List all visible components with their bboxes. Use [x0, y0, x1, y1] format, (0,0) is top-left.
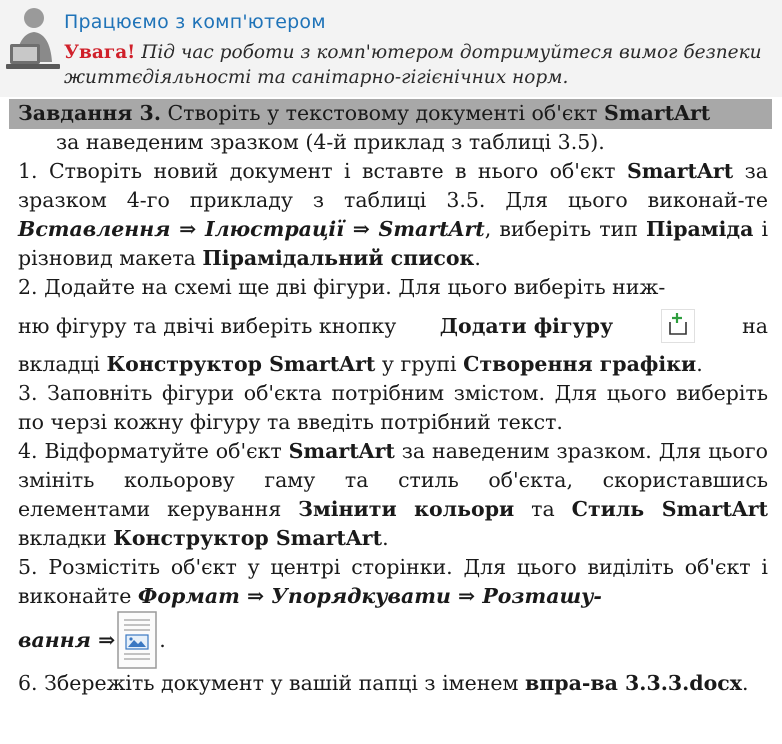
position-icon[interactable]: [117, 611, 157, 669]
warning-heading: Працюємо з комп'ютером: [64, 11, 326, 33]
step-1-text-i: .: [474, 246, 481, 270]
step-5: [18, 553, 768, 611]
step-1: [18, 157, 768, 273]
step-1-text-g: і різновид макета: [18, 217, 768, 270]
step-4-bold-f: Стиль SmartArt: [571, 497, 768, 521]
task-title: Завдання 3.: [18, 101, 161, 125]
step-4-text-i: .: [382, 526, 389, 550]
step-5-text-a: 5. Розмістіть об'єкт у центрі сторінки. Для цього виділіть об'єкт і виконайте: [18, 555, 768, 608]
step-2-add-shape-label: Додати фігуру: [439, 313, 614, 338]
warning-body: Під час роботи з комп'ютером дотримуйтеся вимог безпеки життєдіяльності та санітарно-гігієнічних норм.: [64, 42, 762, 88]
step-2-text-e: вкладці: [18, 352, 100, 376]
step-4-text-a: 4. Відформатуйте об'єкт: [18, 439, 282, 463]
safety-warning-box: [0, 0, 782, 97]
step-6: [18, 669, 768, 698]
step-1-bold-f: Піраміда: [646, 217, 754, 241]
step-4: [18, 437, 768, 553]
step-3: 3. Заповніть фігури об'єкта потрібним змістом. Для цього виберіть по черзі кожну фігуру та введіть потрібний текст.: [18, 381, 768, 434]
task-content: [18, 99, 768, 698]
step-1-text-e: , виберіть тип: [484, 217, 638, 241]
user-at-computer-icon: [4, 4, 62, 74]
step-5-menu-path: Формат ⇒ Упорядкувати ⇒ Розташу-: [137, 584, 602, 608]
step-6-filename: впра-ва 3.3.3.docx: [525, 671, 742, 695]
step-4-text-c: за наведеним зразком. Для цього змініть кольорову гаму та стиль об'єкта, скориставшись елементами керування: [18, 439, 768, 521]
task-intro-bold: SmartArt: [604, 101, 711, 125]
step-1-menu-path: Вставлення ⇒ Ілюстрації ⇒ SmartArt: [18, 217, 485, 241]
step-4-bold-h: Конструктор SmartArt: [113, 526, 383, 550]
warning-label: Увага!: [64, 42, 136, 63]
step-2-bold-f: Конструктор SmartArt: [106, 352, 376, 376]
add-shape-icon[interactable]: [661, 309, 695, 343]
step-5-menu-path-end: вання ⇒: [18, 627, 116, 652]
step-2-text-b: ню фігуру та двічі виберіть кнопку: [18, 313, 397, 338]
step-6-text-c: .: [741, 671, 749, 695]
step-5-line-3: [18, 611, 768, 669]
step-2-text-d: на: [742, 313, 768, 338]
task-intro-text: Створіть у текстовому документі об'єкт: [167, 101, 598, 125]
step-1-text-c: за зразком 4-го прикладу з таблиці 3.5. Для цього виконай-те: [18, 159, 768, 212]
step-2-text-g: у групі: [381, 352, 457, 376]
step-2-line-1: 2. Додайте на схемі ще дві фігури. Для цього виберіть ниж-: [18, 275, 666, 299]
step-4-text-g: вкладки: [18, 526, 107, 550]
step-2-line-2: [18, 302, 768, 350]
step-5-text-d: .: [159, 627, 166, 652]
step-6-text-a: 6. Збережіть документ у вашій папці з іменем: [18, 671, 519, 695]
step-1-bold-b: SmartArt: [626, 159, 734, 183]
step-4-bold-d: Змінити кольори: [298, 497, 515, 521]
step-4-text-e: та: [531, 497, 555, 521]
warning-text: [64, 40, 776, 90]
step-2-text-i: .: [696, 352, 703, 376]
step-1-text-a: 1. Створіть новий документ і вставте в нього об'єкт: [18, 159, 616, 183]
step-2-line-3: [18, 350, 768, 379]
step-4-bold-b: SmartArt: [288, 439, 395, 463]
task-intro: [18, 99, 768, 128]
step-1-bold-h: Пірамідальний список: [202, 246, 475, 270]
step-2-bold-h: Створення графіки: [463, 352, 697, 376]
task-intro-cont: за наведеним зразком (4-й приклад з таблиці 3.5).: [56, 130, 605, 154]
